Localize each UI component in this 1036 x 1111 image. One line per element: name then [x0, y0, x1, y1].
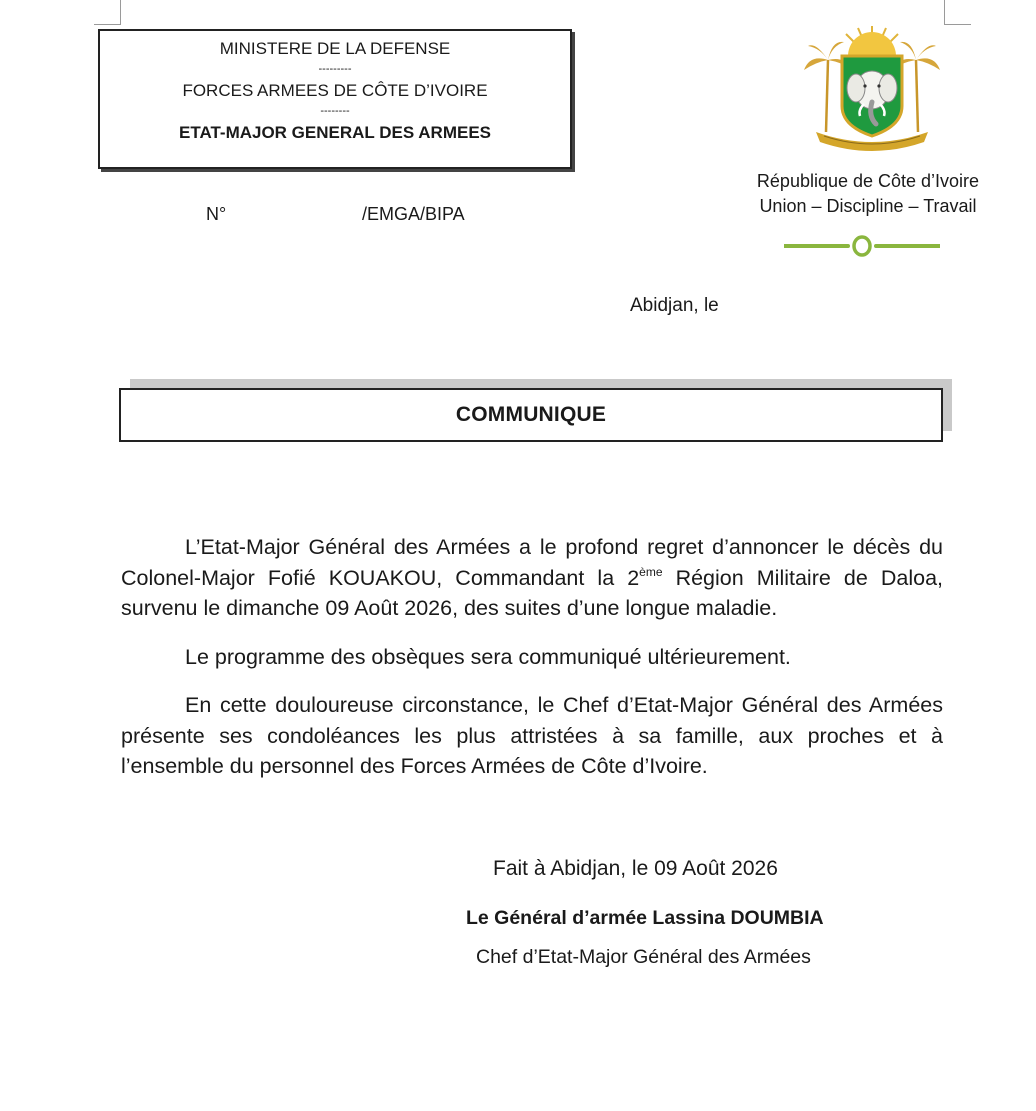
- staff-name: ETAT-MAJOR GENERAL DES ARMEES: [178, 123, 491, 142]
- coat-of-arms-emblem: [802, 20, 942, 152]
- ornamental-divider: [784, 234, 940, 258]
- paragraph-condolences: En cette douloureuse circonstance, le Chef d’Etat-Major Général des Armées présente ses condoléances les plus attristées à sa famille, aux proches et à l’ensemble du personnel des Forces Armées de Côte d’Ivoire.: [121, 693, 943, 778]
- title-banner: [119, 388, 943, 442]
- ordinal-superscript: ème: [639, 564, 663, 579]
- reference-number-label: N°: [206, 204, 227, 224]
- republic-name: République de Côte d’Ivoire: [756, 171, 980, 191]
- ministry-name: MINISTERE DE LA DEFENSE: [219, 39, 451, 58]
- ministry-header-box: [98, 29, 572, 169]
- place-date-line: Abidjan, le: [630, 295, 719, 316]
- signature-place-date: Fait à Abidjan, le 09 Août 2026: [493, 857, 778, 880]
- forces-name: FORCES ARMEES DE CÔTE D’IVOIRE: [182, 81, 488, 100]
- document-title: COMMUNIQUE: [455, 403, 607, 426]
- header-separator: ---------: [318, 63, 352, 75]
- announcement-text-part1: L’Etat-Major Général des Armées a le profond regret d’annoncer le décès du Colonel-Major Fofié KOUAKOU, Commandant la 2: [121, 535, 943, 590]
- signatory-title: Chef d’Etat-Major Général des Armées: [476, 946, 811, 968]
- announcement-text-part2: Région Militaire de Daloa, survenu le dimanche 09 Août 2026, des suites d’une longue maladie.: [121, 565, 944, 620]
- paragraph-announcement: [121, 532, 943, 624]
- crop-mark-top-left: [94, 0, 121, 25]
- communique-body: [121, 532, 943, 800]
- reference-code: /EMGA/BIPA: [362, 204, 465, 224]
- paragraph-funeral-program: Le programme des obsèques sera communiqué ultérieurement.: [185, 644, 791, 669]
- header-separator: --------: [320, 105, 350, 117]
- crop-mark-top-right: [944, 0, 971, 25]
- signatory-name: Le Général d’armée Lassina DOUMBIA: [466, 907, 824, 929]
- republic-motto: Union – Discipline – Travail: [759, 196, 977, 216]
